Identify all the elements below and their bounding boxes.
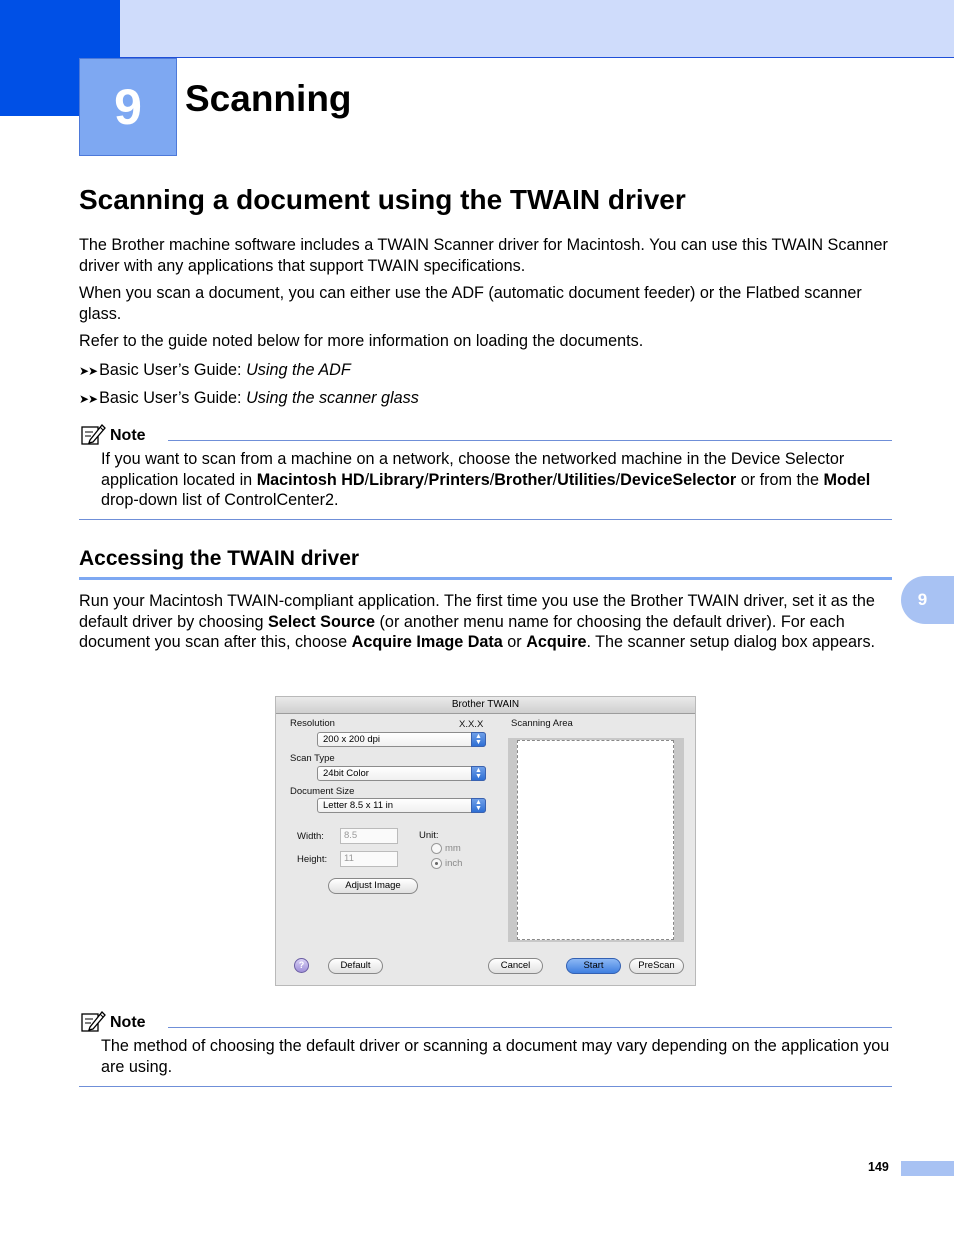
scanning-area[interactable]	[508, 738, 684, 942]
adf-paragraph: When you scan a document, you can either use the ADF (automatic document feeder) or the Flatbed scanner glass.	[79, 284, 862, 323]
note-label: Note	[110, 1014, 146, 1031]
intro-paragraph: The Brother machine software includes a TWAIN Scanner driver for Macintosh. You can use this TWAIN Scanner driver with any applications that support TWAIN specifications.	[79, 236, 888, 275]
note-text: If you want to scan from a machine on a network, choose the networked machine in the Device Selector application located in	[101, 450, 845, 489]
header-band	[120, 0, 954, 58]
unit-mm-label: mm	[445, 843, 461, 854]
unit-mm-radio[interactable]	[431, 843, 461, 854]
document-size-label: Document Size	[290, 786, 355, 797]
path-part: Macintosh HD	[256, 470, 365, 489]
acquire-image-data-label: Acquire Image Data	[351, 633, 503, 651]
model-label: Model	[823, 470, 871, 489]
resolution-label: Resolution	[290, 718, 335, 729]
para-text: Run your Macintosh TWAIN-compliant application. The first time you use the Brother TWAIN driver, set it as the default driver by choosing	[79, 592, 875, 631]
section-title: Scanning a document using the TWAIN driver	[79, 184, 686, 215]
unit-label: Unit:	[419, 830, 439, 841]
cancel-button[interactable]: Cancel	[488, 958, 543, 974]
subsection-rule	[79, 577, 892, 580]
acquire-label: Acquire	[526, 633, 587, 651]
radio-selected-icon	[431, 858, 442, 869]
path-part: DeviceSelector	[620, 470, 737, 489]
reference-scanner-glass	[79, 388, 419, 409]
double-arrow-icon: ➤➤	[79, 364, 98, 378]
scan-type-label: Scan Type	[290, 753, 335, 764]
note-body	[101, 449, 896, 511]
adjust-image-button[interactable]: Adjust Image	[328, 878, 418, 894]
select-source-label: Select Source	[267, 612, 376, 631]
start-button[interactable]: Start	[566, 958, 621, 974]
chapter-number: 9	[114, 79, 142, 135]
note-pencil-icon	[80, 1009, 106, 1033]
help-icon[interactable]: ?	[294, 958, 309, 973]
select-arrows-icon: ▲ ▼	[471, 798, 486, 813]
path-separator: /	[552, 470, 558, 489]
path-separator: /	[424, 470, 429, 489]
access-paragraph	[79, 591, 892, 653]
scan-type-value: 24bit Color	[323, 768, 369, 779]
note-divider	[168, 440, 892, 441]
note-label: Note	[110, 427, 146, 444]
prescan-button[interactable]: PreScan	[629, 958, 684, 974]
note-divider	[168, 1027, 892, 1028]
height-field[interactable]: 11	[340, 851, 398, 867]
para-text: (or another menu name for choosing the default driver). For each document you scan after this, choose	[79, 612, 845, 651]
page-number: 149	[868, 1160, 889, 1174]
para-text: . The scanner setup dialog box appears.	[586, 633, 876, 651]
height-label: Height:	[297, 854, 328, 865]
width-label: Width:	[297, 831, 324, 842]
refer-paragraph: Refer to the guide noted below for more information on loading the documents.	[79, 332, 644, 350]
subsection-title: Accessing the TWAIN driver	[79, 547, 360, 570]
path-separator: /	[364, 470, 370, 489]
note-header	[80, 1007, 146, 1033]
note-body: The method of choosing the default driver or scanning a document may vary depending on the application you are using.	[101, 1037, 890, 1076]
reference-link[interactable]: Using the ADF	[246, 361, 351, 379]
path-part: Library	[369, 470, 425, 489]
select-arrows-icon: ▲ ▼	[471, 732, 486, 747]
chapter-number-box	[79, 58, 177, 156]
note-text: drop-down list of ControlCenter2.	[101, 491, 339, 509]
reference-adf	[79, 360, 351, 381]
note-bottom-rule	[79, 519, 892, 520]
chapter-side-tab	[901, 576, 954, 624]
para-text: or	[502, 633, 527, 651]
version-label: X.X.X	[459, 719, 484, 730]
side-tab-number: 9	[917, 590, 928, 609]
reference-link[interactable]: Using the scanner glass	[246, 389, 419, 407]
scan-page-preview	[517, 740, 674, 940]
reference-prefix: Basic User’s Guide:	[99, 389, 247, 407]
note-pencil-icon	[80, 422, 106, 446]
reference-prefix: Basic User’s Guide:	[99, 361, 247, 379]
path-part: Brother	[494, 470, 553, 489]
note-text: or from the	[736, 470, 824, 489]
twain-dialog	[275, 696, 696, 986]
unit-inch-label: inch	[445, 858, 463, 869]
resolution-value: 200 x 200 dpi	[323, 734, 381, 745]
note-bottom-rule	[79, 1086, 892, 1087]
resolution-select[interactable]	[317, 732, 486, 747]
path-separator: /	[489, 470, 495, 489]
footer-bar	[901, 1161, 954, 1176]
path-part: Utilities	[557, 470, 616, 489]
radio-icon	[431, 843, 442, 854]
width-field[interactable]: 8.5	[340, 828, 398, 844]
default-button[interactable]: Default	[328, 958, 383, 974]
dialog-title: Brother TWAIN	[276, 697, 695, 714]
document-size-select[interactable]	[317, 798, 486, 813]
select-arrows-icon: ▲ ▼	[471, 766, 486, 781]
note-header	[80, 420, 146, 446]
scanning-area-label: Scanning Area	[511, 718, 573, 729]
path-separator: /	[615, 470, 621, 489]
double-arrow-icon: ➤➤	[79, 392, 98, 406]
document-size-value: Letter 8.5 x 11 in	[323, 800, 394, 811]
unit-inch-radio[interactable]	[431, 858, 462, 869]
chapter-title: Scanning	[185, 78, 352, 119]
scan-type-select[interactable]	[317, 766, 486, 781]
path-part: Printers	[428, 470, 490, 489]
